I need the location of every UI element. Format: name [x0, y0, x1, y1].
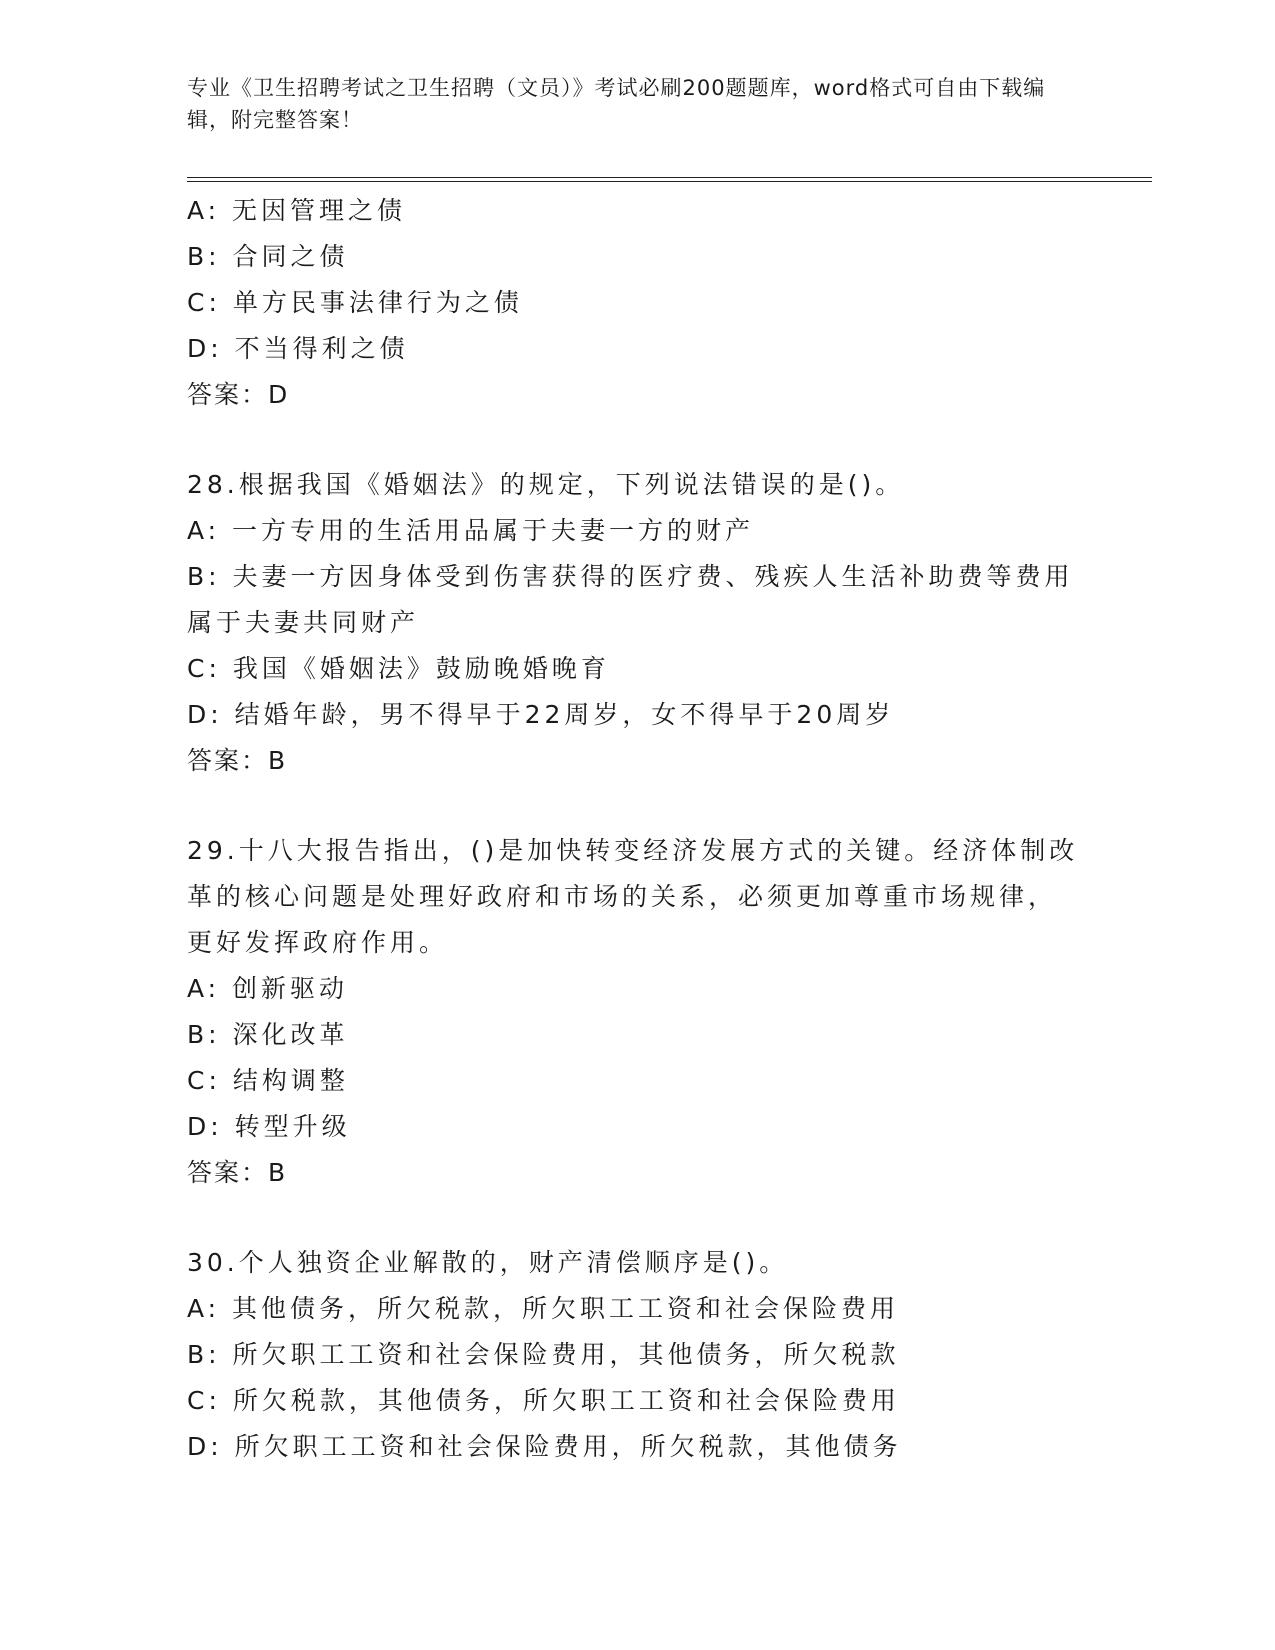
question-27-continued — [187, 188, 1087, 418]
document-header: 专业《卫生招聘考试之卫生招聘（文员）》考试必刷200题题库，word格式可自由下载编辑，附完整答案！ — [187, 76, 1046, 132]
spacer — [187, 784, 1087, 828]
option-d: D: 不当得利之债 — [187, 334, 409, 363]
question-list — [187, 188, 1087, 1470]
answer: 答案：B — [187, 1158, 288, 1187]
option-d: D: 结婚年龄，男不得早于22周岁，女不得早于20周岁 — [187, 700, 895, 729]
option-d: D: 转型升级 — [187, 1112, 351, 1141]
header-rule-top — [187, 177, 1152, 178]
question-stem-line-2: 革的核心问题是处理好政府和市场的关系，必须更加尊重市场规律， — [187, 882, 1058, 911]
question-29 — [187, 828, 1087, 1196]
option-a: A: 一方专用的生活用品属于夫妻一方的财产 — [187, 516, 755, 545]
spacer — [187, 418, 1087, 462]
question-stem: 30.个人独资企业解散的，财产清偿顺序是()。 — [187, 1248, 789, 1277]
option-d: D: 所欠职工工资和社会保险费用，所欠税款，其他债务 — [187, 1432, 902, 1461]
question-30 — [187, 1240, 1087, 1470]
option-c: C: 我国《婚姻法》鼓励晚婚晚育 — [187, 654, 610, 683]
option-c: C: 结构调整 — [187, 1066, 349, 1095]
option-b: B: 深化改革 — [187, 1020, 349, 1049]
question-stem: 28.根据我国《婚姻法》的规定，下列说法错误的是()。 — [187, 470, 905, 499]
question-stem: 29.十八大报告指出，()是加快转变经济发展方式的关键。经济体制改 — [187, 836, 1079, 865]
option-a: A: 无因管理之债 — [187, 196, 407, 225]
option-b: B: 所欠职工工资和社会保险费用，其他债务，所欠税款 — [187, 1340, 900, 1369]
option-c: C: 所欠税款，其他债务，所欠职工工资和社会保险费用 — [187, 1386, 900, 1415]
option-b: B: 夫妻一方因身体受到伤害获得的医疗费、残疾人生活补助费等费用 — [187, 562, 1074, 591]
option-a: A: 创新驱动 — [187, 974, 349, 1003]
option-b-continued: 属于夫妻共同财产 — [187, 608, 420, 637]
option-b: B: 合同之债 — [187, 242, 349, 271]
option-c: C: 单方民事法律行为之债 — [187, 288, 523, 317]
answer: 答案：B — [187, 746, 288, 775]
header-rule-bottom — [187, 181, 1152, 182]
spacer — [187, 1196, 1087, 1240]
question-28 — [187, 462, 1087, 784]
question-stem-line-3: 更好发挥政府作用。 — [187, 928, 449, 957]
answer: 答案：D — [187, 380, 290, 409]
option-a: A: 其他债务，所欠税款，所欠职工工资和社会保险费用 — [187, 1294, 900, 1323]
